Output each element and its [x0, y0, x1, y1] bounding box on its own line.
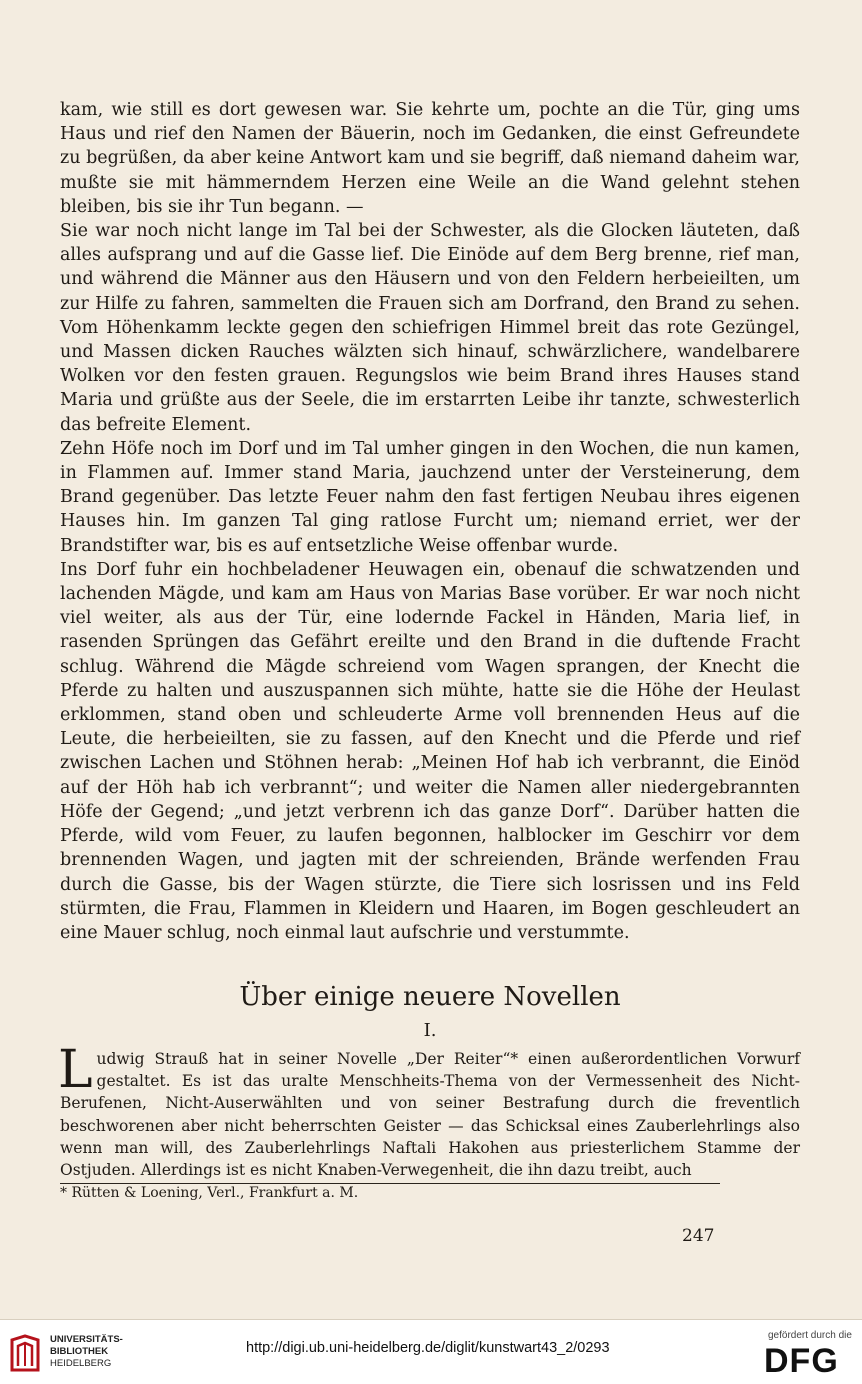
source-url-link[interactable]: http://digi.ub.uni-heidelberg.de/diglit/kunstwart43_2/0293	[246, 1340, 610, 1356]
paragraph: Zehn Höfe noch im Dorf und im Tal umher gingen in den Wochen, die nun kamen, in Flammen auf. Immer stand Maria, jauchzend unter der Versteinerung, dem Brand gegenüber. Das letzte Feuer nahm den fast fertigen Neubau ihres eigenen Hauses hin. Im ganzen Tal ging ratlose Furcht um; niemand erriet, wer der Brandstifter war, bis es auf entsetzliche Weise offenbar wurde.	[60, 438, 800, 556]
page-number: 247	[682, 1226, 715, 1246]
footnote-divider	[60, 1183, 720, 1184]
paragraph	[58, 1040, 800, 1181]
drop-cap: L	[58, 1040, 93, 1100]
footer-bar	[0, 1320, 862, 1384]
paragraph-text: udwig Strauß hat in seiner Novelle „Der Reiter“* einen außerordentlichen Vorwurf gestaltet. Es ist das uralte Menschheits-Thema von der Vermessenheit des Nicht-Berufenen, Nicht-Auserwählten und von seiner Bestrafung durch die freventlich beschworenen aber nicht beherrschten Geister — das Schicksal eines Zauberlehrlings also wenn man will, des Zauberlehrlings Naftali Hakohen aus priesterlichem Stamme der Ostjuden. Allerdings ist es nicht Knaben-Verwegenheit, die ihn dazu treibt, auch	[60, 1050, 800, 1180]
main-text-block	[60, 98, 800, 945]
library-logo-icon	[8, 1334, 42, 1372]
funded-by-label: gefördert durch die	[768, 1330, 852, 1341]
library-name: UNIVERSITÄTS- BIBLIOTHEK HEIDELBERG	[50, 1334, 123, 1369]
section-heading: Über einige neuere Novellen	[239, 982, 621, 1012]
paragraph: kam, wie still es dort gewesen war. Sie kehrte um, pochte an die Tür, ging ums Haus und rief den Namen der Bäuerin, noch im Gedanken, die einst Gefreundete zu begrüßen, da aber keine Antwort kam und sie begriff, daß niemand daheim war, mußte sie mit hämmerndem Herzen eine Weile an die Wand gelehnt stehen bleiben, bis sie ihr Tun begann. —	[60, 100, 800, 217]
footnote: * Rütten & Loening, Verl., Frankfurt a. M.	[60, 1185, 359, 1201]
dfg-logo: DFG	[764, 1342, 839, 1380]
paragraph: Sie war noch nicht lange im Tal bei der Schwester, als die Glocken läuteten, daß alles aufsprang und auf die Gasse lief. Die Einöde auf dem Berg brenne, rief man, und während die Männer aus den Häusern und von den Feldern herbeieilten, um zur Hilfe zu fahren, sammelten die Frauen sich am Dorfrand, den Brand zu sehen. Vom Höhenkamm leckte gegen den schiefrigen Himmel breit das rote Gezüngel, und Massen dicken Rauches wälzten sich hinauf, schwärzlichere, wandelbarere Wolken vor den festen grauen. Regungslos wie beim Brand ihres Hauses stand Maria und grüßte aus der Seele, die im erstarrten Leibe ihr tanzte, schwesterlich das befreite Element.	[60, 221, 800, 435]
section-text-block	[58, 1040, 800, 1181]
section-number: I.	[423, 1020, 437, 1041]
paragraph: Ins Dorf fuhr ein hochbeladener Heuwagen ein, obenauf die schwatzenden und lachenden Mägde, und kam am Haus von Marias Base vorüber. Er war noch nicht viel weiter, als aus der Tür, eine lodernde Fackel in Händen, Maria lief, in rasenden Sprüngen das Gefährt ereilte und den Brand in die duftende Fracht schlug. Während die Mägde schreiend vom Wagen sprangen, der Knecht die Pferde zu halten und auszuspannen sich mühte, hatte sie die Höhe der Heulast erklommen, stand oben und schleuderte Arme voll brennenden Heus auf die Leute, die herbeieilten, sie zu fassen, auf den Knecht und die Pferde und rief zwischen Lachen und Stöhnen herab: „Meinen Hof hab ich verbrannt, die Einöd auf der Höh hab ich verbrannt“; und weiter die Namen aller niedergebrannten Höfe der Gegend; „und jetzt verbrenn ich das ganze Dorf“. Darüber hatten die Pferde, wild vom Feuer, zu laufen begonnen, halblocker im Geschirr vor dem brennenden Wagen, und jagten mit der schreienden, Brände werfenden Frau durch die Gasse, bis der Wagen stürzte, die Tiere sich losrissen und ins Feld stürmten, die Frau, Flammen in Kleidern und Haaren, im Bogen geschleudert an eine Mauer schlug, noch einmal laut aufschrie und verstummte.	[60, 559, 800, 943]
